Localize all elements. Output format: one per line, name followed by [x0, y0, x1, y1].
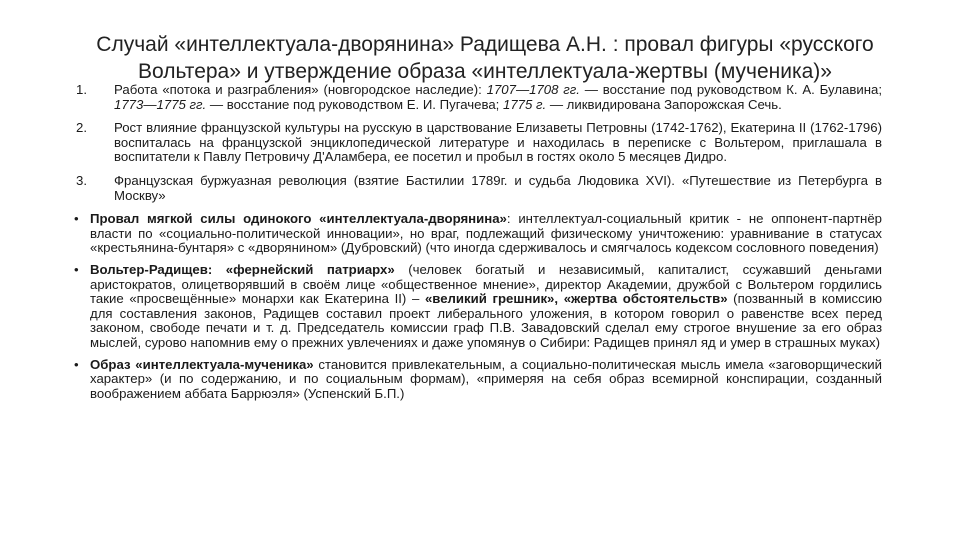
item-text: (человек богатый и независимый, капиталист, ссужавший деньгами аристократов, олицетворявший в своём лице «общественное мнение», директор Академии, дружбой с Вольтером гордились такие «просвещённые» монархи как Екатерина II) – — [90, 261, 882, 307]
item-number: 2. — [76, 120, 87, 136]
item-emphasis: «великий грешник», «жертва обстоятельств» — [424, 291, 728, 307]
bullet-icon: • — [74, 356, 79, 372]
item-text: — восстание под руководством К. А. Булавина; — [579, 82, 883, 97]
item-heading: Образ «интеллектуала-мученика» — [90, 356, 314, 372]
item-date: 1773—1775 гг. — [114, 96, 207, 112]
slide-content — [76, 83, 882, 408]
item-date: 1707—1708 гг. — [486, 82, 580, 97]
item-text: Французская буржуазная революция (взятие Бастилии 1789г. и судьба Людовика XVI). «Путешествие из Петербурга в Москву» — [114, 172, 882, 203]
numbered-item-1 — [76, 83, 882, 112]
item-heading: Провал мягкой силы одинокого «интеллектуала-дворянина» — [90, 211, 507, 227]
item-number: 3. — [76, 172, 87, 188]
bullet-icon: • — [74, 211, 79, 227]
item-text: — ликвидирована Запорожская Сечь. — [546, 96, 782, 112]
item-text: становится привлекательным, а социально-политическая мысль имела «заговорщический характер» (и по содержанию, и по социальным формам), «примеряя на себя образ всемирной конспирации, созданный воображением аббата Баррюэля» (Успенский Б.П.) — [90, 356, 882, 401]
numbered-item-3 — [76, 174, 882, 203]
item-text: — восстание под руководством Е. И. Пугачева; — [206, 96, 503, 112]
item-number: 1. — [76, 82, 87, 97]
item-text: (позванный в комиссию для составления законов, Радищев составил проект либерального уложения, в котором говорил о равенстве всех перед законом, свободе печати и т. д. Председатель комиссии граф П.В. Завадовский сделал ему строгое внушение за его образ мыслей, сурово напомнив ему о прежних увлечениях и даже упомянув о Сибири: Радищев принял яд и умер в страшных муках) — [90, 291, 882, 350]
bullet-item-3 — [76, 358, 882, 402]
item-date: 1775 г. — [503, 96, 547, 112]
item-text: Рост влияние французской культуры на русскую в царствование Елизаветы Петровны (1742-1762), Екатерина II (1762-1796) воспиталась на французской энциклопедической литературе и находилась в переписке с Вольтером, приглашала в воспитатели к Павлу Петровичу Д'Аламбера, ее посетил и пробыл в гостях около 5 месяцев Дидро. — [114, 120, 882, 165]
bullet-icon: • — [74, 261, 79, 277]
item-text: Работа «потока и разграбления» (новгородское наследие): — [114, 82, 487, 97]
slide-title: Случай «интеллектуала-дворянина» Радищева А.Н. : провал фигуры «русского Вольтера» и утверждение образа «интеллектуала-жертвы (мученика)» — [96, 33, 874, 83]
item-heading: Вольтер-Радищев: «фернейский патриарх» — [90, 261, 395, 277]
bullet-item-2 — [76, 263, 882, 351]
bullet-item-1 — [76, 212, 882, 256]
item-text: : интеллектуал-социальный критик - не оппонент-партнёр власти по «социально-политической инновации», но враг, подлежащий физическому уничтожению: уравнивание в статусах «крестьянина-бунтаря» с «дворянином» (Дубровский) (что иногда сдерживалось и смягчалось кодексом сословного поведения) — [90, 211, 882, 256]
numbered-item-2 — [76, 121, 882, 165]
